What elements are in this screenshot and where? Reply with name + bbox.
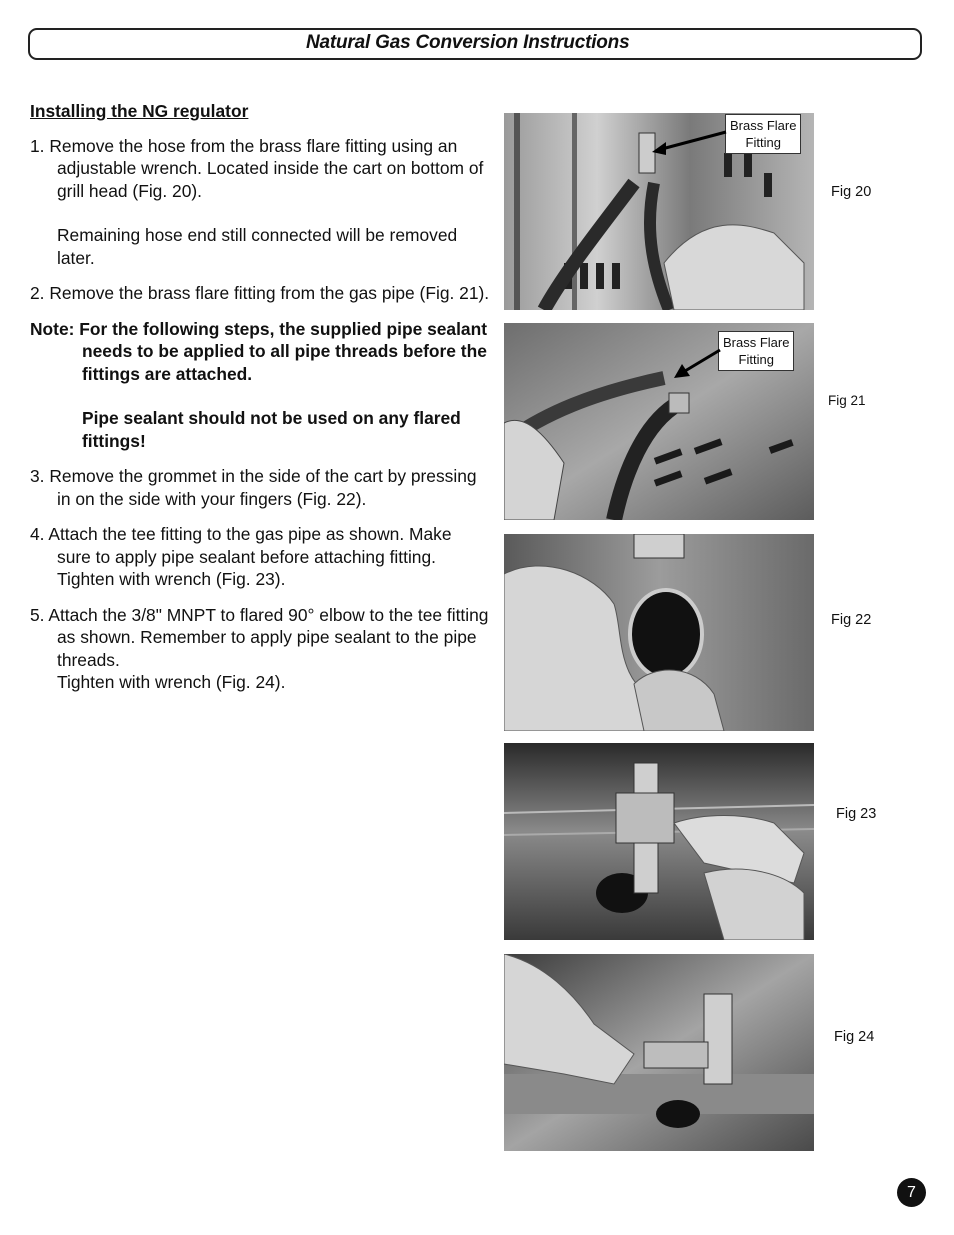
sealant-note xyxy=(30,318,490,453)
step-5-text: 5. Attach the 3/8" MNPT to flared 90° elbow to the tee fitting as shown. Remember to apply pipe sealant to the pipe threads. xyxy=(30,604,489,670)
section-heading: Installing the NG regulator xyxy=(30,101,249,121)
step-5 xyxy=(30,604,490,694)
step-2 xyxy=(30,282,490,305)
fig-23-label: Fig 23 xyxy=(836,806,877,822)
step-4-text: 4. Attach the tee fitting to the gas pipe as shown. Make sure to apply pipe sealant before attaching fitting. Tighten with wrench (Fig. 23). xyxy=(30,524,452,589)
instructions-column xyxy=(30,100,490,707)
fig-21-arrow-icon xyxy=(670,346,722,382)
note-text: Note: For the following steps, the supplied pipe sealant needs to be applied to all pipe threads before the fittings are attached. xyxy=(30,318,488,384)
step-3-text: 3. Remove the grommet in the side of the cart by pressing in on the side with your fingers (Fig. 22). xyxy=(30,466,477,509)
step-4 xyxy=(30,523,490,591)
fig-22-label: Fig 22 xyxy=(831,612,872,628)
step-5-last-line: Tighten with wrench (Fig. 24). xyxy=(57,672,286,692)
fig-22-photo xyxy=(504,534,814,731)
fig-20-callout: Brass Flare Fitting xyxy=(725,114,801,154)
fig-20-label: Fig 20 xyxy=(831,184,872,200)
page-number: 7 xyxy=(897,1178,926,1207)
step-1-subtext: Remaining hose end still connected will be removed later. xyxy=(57,225,458,268)
page-title-box xyxy=(28,28,922,60)
step-3 xyxy=(30,465,490,510)
fig-21-callout: Brass Flare Fitting xyxy=(718,331,794,371)
fig-20-arrow-icon xyxy=(650,128,730,158)
note-subtext: Pipe sealant should not be used on any flared fittings! xyxy=(82,408,461,451)
step-1-text: 1. Remove the hose from the brass flare fitting using an adjustable wrench. Located inside the cart on bottom of grill head (Fig. 20). xyxy=(30,135,484,201)
step-2-text: 2. Remove the brass flare fitting from the gas pipe (Fig. 21). xyxy=(30,283,490,303)
fig-23-photo xyxy=(504,743,814,940)
fig-24-label: Fig 24 xyxy=(834,1029,875,1045)
step-1 xyxy=(30,135,490,270)
page-title: Natural Gas Conversion Instructions xyxy=(306,32,630,53)
fig-21-label: Fig 21 xyxy=(828,393,866,408)
fig-24-photo xyxy=(504,954,814,1151)
